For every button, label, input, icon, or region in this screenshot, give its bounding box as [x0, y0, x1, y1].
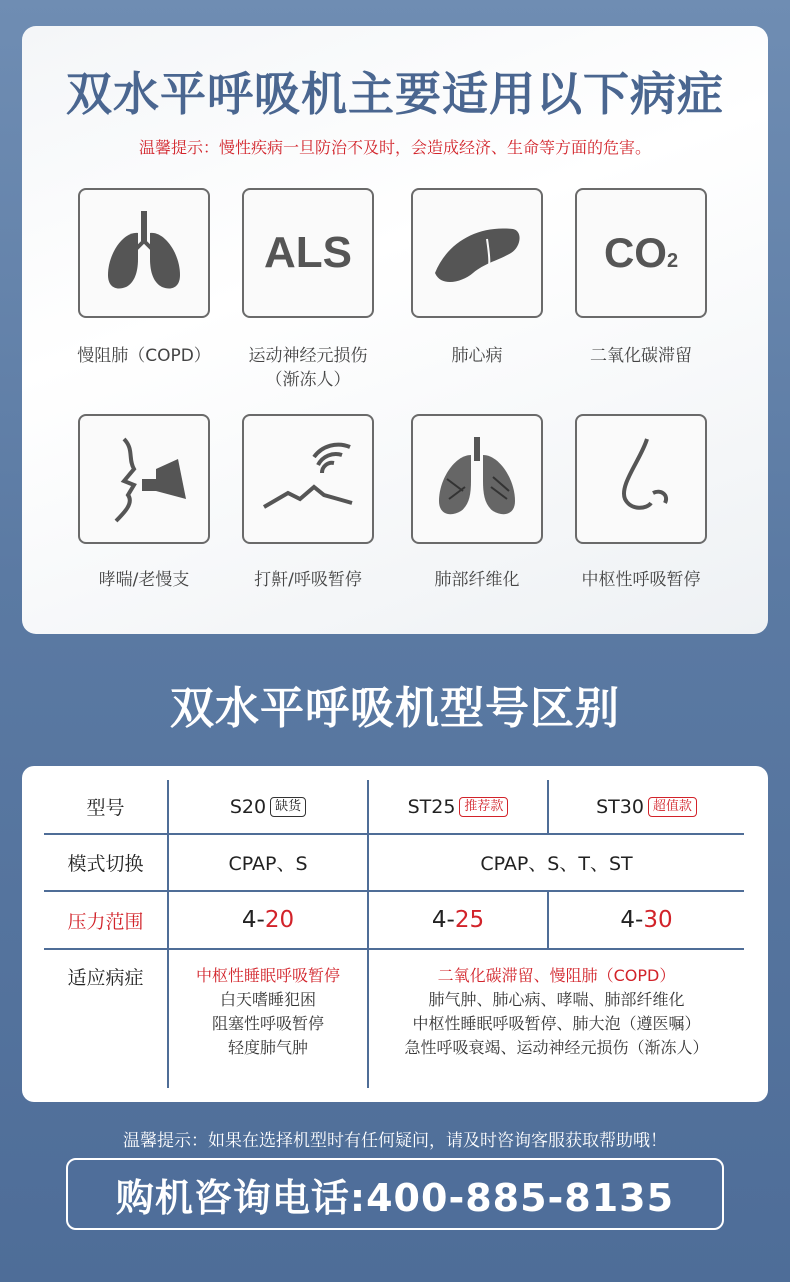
page-title: 双水平呼吸机主要适用以下病症: [66, 67, 724, 121]
disease-label-central-apnea: 中枢性呼吸暂停: [581, 570, 701, 590]
model-st25: ST25 推荐款: [369, 780, 547, 833]
model-s20: S20 缺货: [169, 780, 367, 833]
disease-label-asthma: 哮喘/老慢支: [98, 570, 190, 590]
model-st30: ST30 超值款: [549, 780, 744, 833]
hotline-banner: 购机咨询电话:400-885-8135: [66, 1158, 724, 1230]
disease-label-copd: 慢阻肺（COPD）: [77, 346, 211, 366]
lungs-icon: [78, 188, 210, 318]
disease-label-co2: 二氧化碳滞留: [590, 346, 692, 366]
mode-label: 模式切换: [67, 853, 144, 875]
inhaler-icon: [78, 414, 210, 544]
indication-st: 二氧化碳滞留、慢阻肺（COPD） 肺气肿、肺心病、哮喘、肺部纤维化 中枢性睡眠呼吸暂停、肺大泡（遵医嘱） 急性呼吸衰竭、运动神经元损伤（渐冻人）: [404, 966, 709, 1057]
header-model: 型号: [86, 797, 125, 819]
badge-value: 超值款: [648, 797, 697, 817]
badge-recommended: 推荐款: [459, 797, 508, 817]
liver-icon: [411, 188, 543, 318]
disease-label-fibrosis: 肺部纤维化: [434, 570, 520, 590]
fibrosis-lungs-icon: [411, 414, 543, 544]
comparison-title: 双水平呼吸机型号区别: [170, 683, 620, 734]
indication-label: 适应病症: [67, 966, 144, 989]
mode-s20: CPAP、S: [228, 853, 308, 875]
comparison-table: [22, 766, 768, 1102]
als-icon: ALS: [242, 188, 374, 318]
snoring-icon: [242, 414, 374, 544]
disease-label-pulmonary-heart: 肺心病: [451, 346, 503, 366]
disease-label-snoring: 打鼾/呼吸暂停: [254, 570, 362, 590]
warning-tip: 温馨提示：慢性疾病一旦防治不及时，会造成经济、生命等方面的危害。: [138, 138, 651, 157]
badge-out-of-stock: 缺货: [270, 797, 306, 817]
pressure-label: 压力范围: [67, 910, 144, 933]
indication-s20: 中枢性睡眠呼吸暂停 白天嗜睡犯困 阻塞性呼吸暂停 轻度肺气肿: [195, 966, 340, 1057]
nose-icon: [575, 414, 707, 544]
co2-icon: CO2: [575, 188, 707, 318]
pressure-st25: 4-25: [431, 907, 485, 933]
pressure-s20: 4-20: [241, 907, 295, 933]
pressure-st30: 4-30: [620, 907, 673, 933]
mode-st: CPAP、S、T、ST: [480, 853, 633, 875]
footer-tip: 温馨提示：如果在选择机型时有任何疑问，请及时咨询客服获取帮助哦！: [123, 1131, 667, 1151]
disease-label-als: 运动神经元损伤 （渐冻人）: [248, 346, 368, 390]
